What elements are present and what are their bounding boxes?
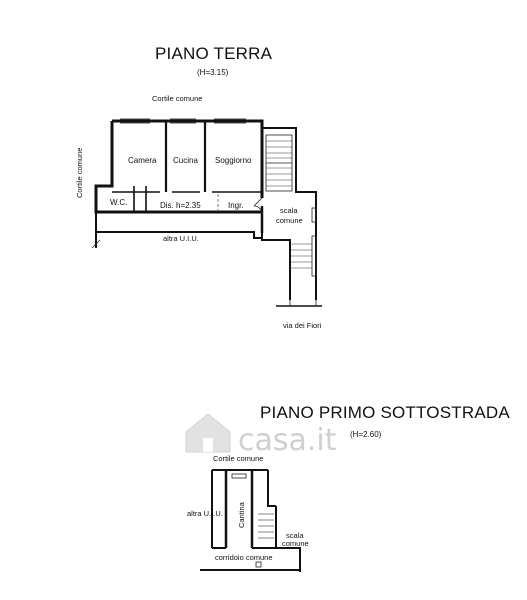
ground-floor-plan	[92, 119, 262, 248]
ground-other-unit-label: altra U.I.U.	[163, 234, 199, 243]
basement-title: PIANO PRIMO SOTTOSTRADA	[260, 403, 510, 422]
room-wc-label: W.C.	[110, 198, 128, 207]
basement-other-unit-label: altra U.I.U.	[187, 509, 223, 518]
ground-scala-label: scala	[280, 206, 298, 215]
ground-floor-title: PIANO TERRA	[155, 44, 273, 63]
room-cucina-label: Cucina	[173, 156, 198, 165]
basement-scala-label: scala	[286, 531, 304, 540]
room-soggiorno-label: Soggiorno	[215, 156, 252, 165]
basement-height: (H=2.60)	[350, 430, 382, 439]
ground-comune-label: comune	[276, 216, 303, 225]
room-ingr-label: Ingr.	[228, 201, 244, 210]
basement-comune-label: comune	[282, 539, 309, 548]
basement-cantina-label: Cantina	[237, 502, 246, 528]
street-label: via dei Fiori	[283, 321, 322, 330]
basement-corridor-label: corridoio comune	[215, 553, 273, 562]
ground-courtyard-top-label: Cortile comune	[152, 94, 203, 103]
room-dis-label: Dis. h=2.35	[160, 201, 201, 210]
watermark-text: casa.it	[238, 423, 337, 458]
ground-floor-height: (H=3.15)	[197, 68, 229, 77]
basement-courtyard-top-label: Cortile comune	[213, 454, 264, 463]
room-camera-label: Camera	[128, 156, 157, 165]
house-icon	[186, 414, 230, 452]
ground-courtyard-left-label: Cortile comune	[75, 147, 84, 198]
